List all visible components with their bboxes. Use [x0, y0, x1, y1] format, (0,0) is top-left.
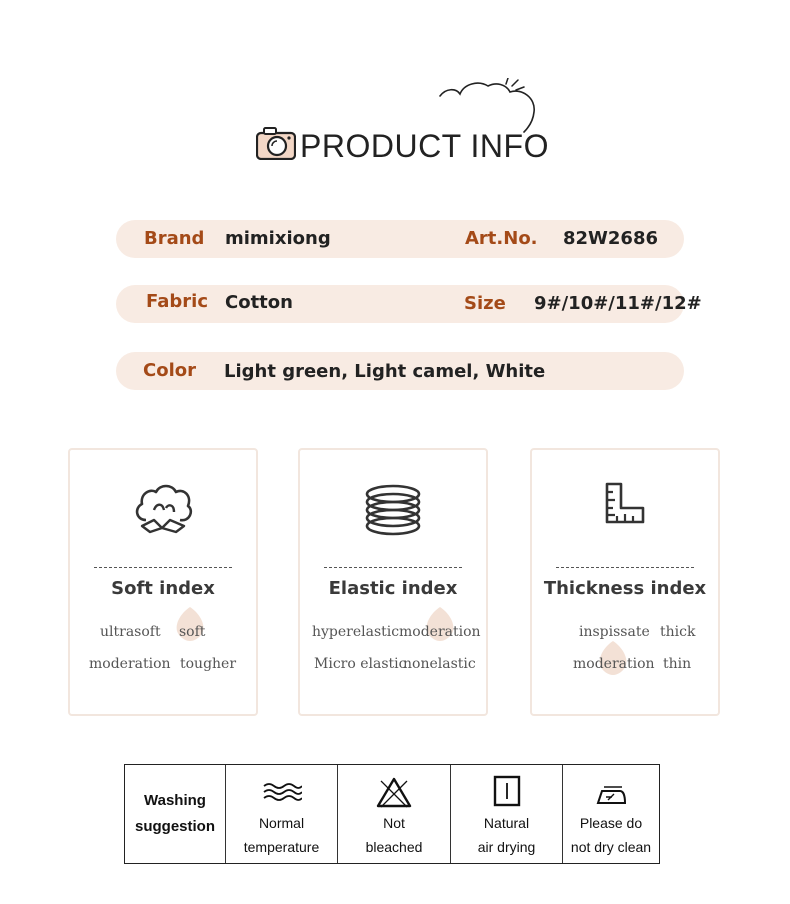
- page-title: PRODUCT INFO: [300, 128, 549, 164]
- option-label: inspissate: [579, 624, 650, 640]
- option-label: hyperelastic: [312, 624, 400, 640]
- thickness-index-card: [530, 448, 720, 716]
- fabric-value: Cotton: [225, 292, 293, 313]
- washing-heading-line1: Washing: [144, 792, 206, 809]
- info-row-brand: [116, 220, 684, 258]
- color-label: Color: [143, 360, 196, 381]
- wash-item-line1: Please do: [579, 815, 643, 831]
- option-label-selected: soft: [179, 624, 206, 640]
- washing-heading-line2: suggestion: [134, 818, 215, 835]
- washing-suggestion-table: [124, 764, 660, 864]
- option-label: nonelastic: [403, 656, 476, 672]
- ruler-icon: [603, 480, 647, 526]
- wash-item-line1: Normal: [258, 815, 305, 831]
- option-label-selected: moderation: [573, 656, 655, 672]
- size-value: 9#/10#/11#/12#: [534, 293, 702, 314]
- option-label: ultrasoft: [100, 624, 161, 640]
- thickness-index-title: Thickness index: [543, 578, 707, 599]
- wash-item-line2: temperature: [243, 839, 320, 855]
- color-value: Light green, Light camel, White: [224, 361, 546, 382]
- wash-item-line2: bleached: [365, 839, 423, 855]
- elastic-index-card: [298, 448, 488, 716]
- soft-index-title: Soft index: [111, 578, 215, 599]
- wash-item-line1: Not: [383, 815, 405, 831]
- washing-heading: [125, 765, 225, 863]
- no-dry-clean-iron-icon: [594, 783, 628, 807]
- no-bleach-icon: [375, 775, 413, 809]
- wash-item-not-bleached: [337, 765, 450, 863]
- info-row-fabric: [116, 285, 702, 323]
- spring-coil-icon: [362, 480, 424, 536]
- art-no-value: 82W2686: [563, 228, 659, 249]
- option-label: thick: [660, 624, 696, 640]
- wash-item-normal-temperature: [225, 765, 337, 863]
- art-no-label: Art.No.: [465, 228, 538, 249]
- fabric-label: Fabric: [146, 291, 208, 312]
- divider: [94, 567, 232, 568]
- wash-item-no-dry-clean: [562, 765, 659, 863]
- option-label: Micro elastic: [314, 656, 407, 672]
- divider: [324, 567, 462, 568]
- cotton-icon: [132, 480, 194, 536]
- drip-dry-icon: [493, 775, 521, 807]
- divider: [556, 567, 694, 568]
- option-label: moderation: [89, 656, 171, 672]
- size-label: Size: [464, 293, 506, 314]
- wash-item-line2: not dry clean: [570, 839, 652, 855]
- brand-value: mimixiong: [225, 228, 331, 249]
- camera-icon: [256, 126, 296, 160]
- option-label: tougher: [180, 656, 237, 672]
- wash-item-natural-air-drying: [450, 765, 562, 863]
- option-label: thin: [663, 656, 692, 672]
- wash-item-line2: air drying: [477, 839, 536, 855]
- info-row-color: [116, 352, 684, 390]
- soft-index-card: [68, 448, 258, 716]
- water-waves-icon: [262, 781, 302, 803]
- elastic-index-title: Elastic index: [328, 578, 458, 599]
- wash-item-line1: Natural: [483, 815, 530, 831]
- option-label-selected: moderation: [399, 624, 481, 640]
- brand-label: Brand: [144, 228, 205, 249]
